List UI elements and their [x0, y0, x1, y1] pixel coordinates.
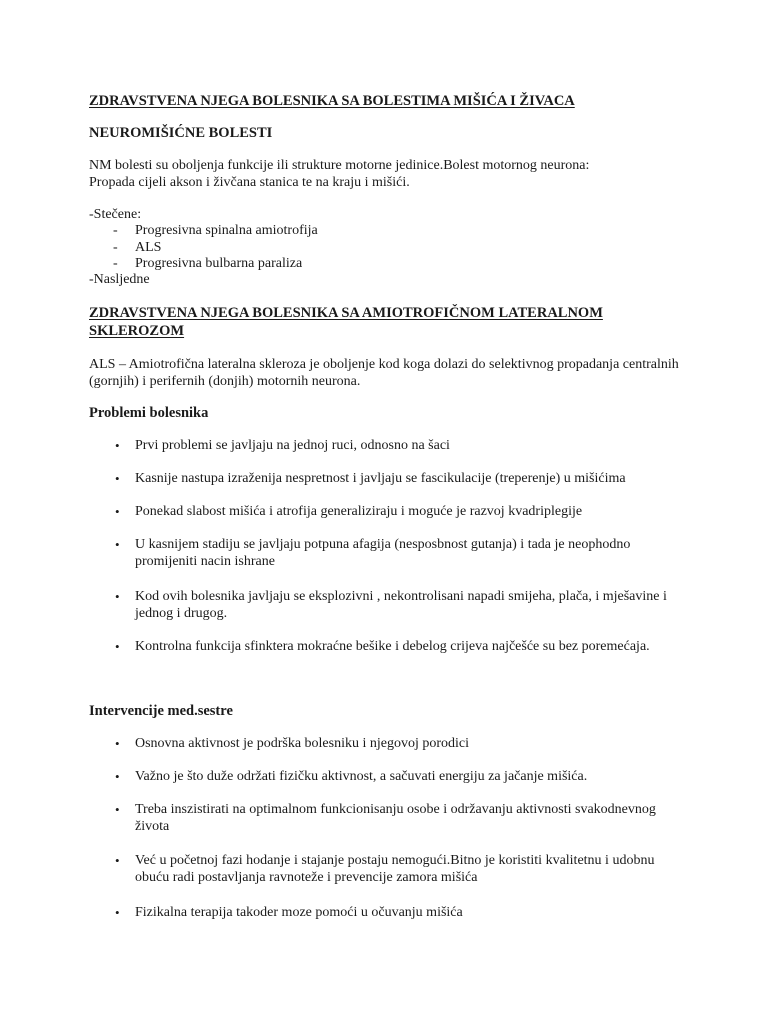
- bullet-marker: •: [115, 471, 120, 486]
- list-item-text: Progresivna bulbarna paraliza: [135, 256, 303, 271]
- list-item-line: Prvi problemi se javljaju na jednoj ruci, odnosno na šaci: [135, 438, 450, 453]
- bullet-marker: •: [115, 504, 120, 519]
- list-item: [89, 852, 695, 886]
- bullet-marker: •: [115, 853, 120, 868]
- list-item: [89, 904, 695, 921]
- list-item-line: Osnovna aktivnost je podrška bolesniku i njegovoj porodici: [135, 736, 470, 751]
- list-item-text: Progresivna spinalna amiotrofija: [135, 223, 318, 238]
- list-item: [89, 470, 695, 487]
- bullet-marker: •: [115, 639, 120, 654]
- bullet-marker: •: [115, 589, 120, 604]
- dash-marker: -: [113, 239, 118, 255]
- list-item: [89, 223, 489, 240]
- list-item: [89, 588, 695, 622]
- list-item: [89, 256, 489, 273]
- document-title: ZDRAVSTVENA NJEGA BOLESNIKA SA BOLESTIMA MIŠIĆA I ŽIVACA: [89, 93, 575, 109]
- bullet-marker: •: [115, 802, 120, 817]
- list-item: [89, 240, 489, 257]
- list-item-line: U kasnijem stadiju se javljaju potpuna afagija (nesposbnost gutanja) i tada je neophodno: [135, 537, 631, 552]
- list-item: [89, 638, 695, 655]
- section-heading-als-line-1: ZDRAVSTVENA NJEGA BOLESNIKA SA AMIOTROFIČNOM LATERALNOM: [89, 305, 603, 321]
- section-heading-als-line-2: SKLEROZOM: [89, 323, 185, 339]
- bullet-marker: •: [115, 438, 120, 453]
- bullet-marker: •: [115, 736, 120, 751]
- list-item-line: Treba inszistirati na optimalnom funkcionisanju osobe i održavanju aktivnosti svakodnevnog: [135, 802, 656, 817]
- list-item-line: obuću radi postavljanja ravnoteže i prevencije zamora mišića: [135, 870, 478, 885]
- list-item-line: Već u početnoj fazi hodanje i stajanje postaju nemogući.Bitno je koristiti kvalitetnu i udobnu: [135, 853, 655, 868]
- list-item-line: života: [135, 819, 170, 834]
- section-heading-neuromuscular: NEUROMIŠIĆNE BOLESTI: [89, 125, 273, 141]
- list-item-line: Kontrolna funkcija sfinktera mokraćne bešike i debelog crijeva najčešće su bez poremećaja.: [135, 639, 650, 654]
- list-item: [89, 437, 695, 454]
- intro-line-2: Propada cijeli akson i živčana stanica te na kraju i mišići.: [89, 175, 410, 190]
- als-definition-line-1: ALS – Amiotrofična lateralna skleroza je oboljenje kod koga dolazi do selektivnog propadanja centralnih: [89, 357, 679, 372]
- list-item-line: jednog i drugog.: [135, 606, 228, 621]
- list-item: [89, 536, 695, 570]
- list-item-line: Ponekad slabost mišića i atrofija generaliziraju i moguće je razvoj kvadriplegije: [135, 504, 583, 519]
- acquired-label: -Stečene:: [89, 207, 142, 222]
- bullet-marker: •: [115, 769, 120, 784]
- bullet-marker: •: [115, 537, 120, 552]
- dash-marker: -: [113, 223, 118, 238]
- als-definition-line-2: (gornjih) i perifernih (donjih) motornih neurona.: [89, 374, 361, 389]
- list-item: [89, 768, 695, 785]
- intro-line-1: NM bolesti su oboljenja funkcije ili strukture motorne jedinice.Bolest motornog neurona:: [89, 158, 590, 173]
- list-item-line: Kod ovih bolesnika javljaju se eksplozivni , nekontrolisani napadi smijeha, plača, i mješavine i: [135, 589, 667, 604]
- list-item-line: Fizikalna terapija takoder moze pomoći u očuvanju mišića: [135, 905, 463, 920]
- list-item-line: promijeniti nacin ishrane: [135, 554, 275, 569]
- interventions-heading: Intervencije med.sestre: [89, 703, 233, 719]
- list-item: [89, 735, 695, 752]
- list-item: [89, 503, 695, 520]
- list-item-text: ALS: [135, 239, 162, 255]
- hereditary-label: -Nasljedne: [89, 272, 150, 287]
- list-item-line: Kasnije nastupa izraženija nespretnost i javljaju se fascikulacije (treperenje) u mišićima: [135, 471, 626, 486]
- problems-heading: Problemi bolesnika: [89, 405, 209, 421]
- acquired-list: [89, 223, 489, 273]
- dash-marker: -: [113, 256, 118, 271]
- list-item: [89, 801, 695, 835]
- list-item-line: Važno je što duže održati fizičku aktivnost, a sačuvati energiju za jačanje mišića.: [135, 769, 588, 784]
- bullet-marker: •: [115, 905, 120, 920]
